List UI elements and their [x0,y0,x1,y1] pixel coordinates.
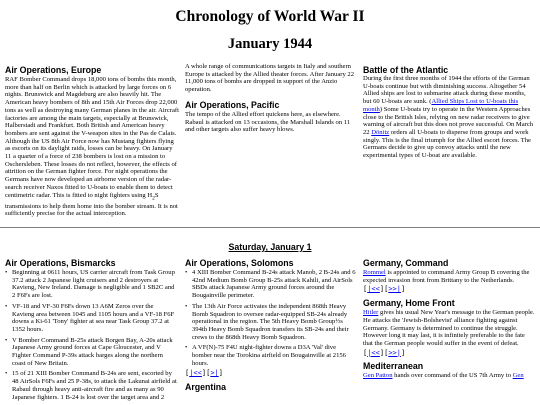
section-heading-atlantic: Battle of the Atlantic [363,65,449,75]
section-divider [0,227,540,228]
page-subtitle: January 1944 [227,36,313,52]
list-item: • V Bomber Command B-25s attack Borgen Bay, A-20s attack Japanese Army ground forces at Cape Gloucester, and V Fighter Command P-39s attack barges along the northern coast of New Britain. [5,337,177,368]
day-column-2 [185,258,357,393]
section-text-atlantic: During the first three months of 1944 the efforts of the German U-boats continue but with diminishing success. Altogether 54 Allied ships are lost to submarine attack during these months, but 60 U-boats are sunk. (Allied Ships Lost to U-boats this month) Some U-boats try to operate in the Western Approaches close to the British Isles, relying on new radar receivers to give warning of aircraft but this does not prove successful. On March 22 Dönitz orders all U-boats to disperse from groups and work singly. This is the final triumph for the Allied escort forces. The Germans decide to give up convoy attacks until the new experimental types of U-boat are available. [363,75,534,160]
section-text-germany-command: Rommel is appointed to command Army Group B covering the expected invasion front from Brittany to the Netherlands. [363,269,530,284]
link-hitler[interactable]: Hitler [363,309,379,317]
link-ships-lost[interactable]: Allied Ships Lost to U-boats this month [363,98,519,113]
nav-last-link[interactable]: >| [210,369,219,378]
section-heading-air-solomons: Air Operations, Solomons [185,258,294,268]
nav-first-link[interactable]: |<< [367,285,380,294]
page-title: Chronology of World War II [175,8,365,25]
section-heading-air-europe: Air Operations, Europe [5,65,102,75]
list-item: • The 13th Air Force activates the independent 868th Heavy Bomb Squadron to oversee radar-equipped SB-24s already operational in the region. The 5th Heavy Bomb Group½s 394th Heavy Bomb Squadron transfers its SB-24s and their crews to the 868th Heavy Bomb Squadron. [185,303,357,342]
link-general[interactable]: Gen [512,372,524,380]
section-heading-air-pacific: Air Operations, Pacific [185,99,280,110]
link-rommel[interactable]: Rommel [363,269,386,276]
list-item: • 4 XIII Bomber Command B-24s attack Manob, 2 B-24s and 6 42nd Medium Bomb Group B-25s attack Kahili, and AirSols SBDs attack Japanese Army ground forces around the Bougainville perimeter. [185,269,357,300]
nav-first-link[interactable]: |<< [189,369,202,378]
section-heading-argentina: Argentina [185,382,227,393]
section-text-germany-home-front: Hitler gives his usual New Year's message to the German people. He attacks the 'Jewish-Bolshevist' alliance fighting against Germany. Germany is determined to continue the struggle. However long it may last, it is infinitely preferable to the fate that the German people would suffer in the event of defeat. [363,309,535,347]
section-text-air-pacific: The tempo of the Allied effort quickens here, as elsewhere. Rabaul is attacked on 13 occasions, the Marshall Islands on 11 and other targets also suffer heavy blows. [185,110,351,134]
link-donitz[interactable]: Dönitz [371,128,390,136]
section-text-air-europe: RAF Bomber Command drops 18,000 tons of bombs this month, more than half on Berlin which is attacked by large forces on 6 nights. Brunswick and Magdeburg are also heavily hit. The American heavy bombers of 8th and 15th Air Forces drop 22,000 tons as well as destroying many German planes in the air. Aircraft factories are among the main targets, especially at Brunswick, Halberstadt and Frankfurt. Both British and American heavy bombers are sent against the V-weapon sites in the Pas de Calais. Although the US 8th Air Force now has Mustang fighters flying as escorts on its daylight raids, losses can be heavy. On January 11 a quarter of a force of 238 bombers is lost on a mission to Oschersleben. These losses do not reflect, however, the effects of attrition on the German fighter force. For night operations the Germans have now developed an airborne version of the radar-search receiver Naxos fitted to U-boats to enable them to detect centimetric radar. This is fitted to night fighters using $H_2S$ transmissions to help them home into the bomber stream. It is not sufficiently precise for the actual interception. [5,76,179,218]
link-patton[interactable]: Gen Patton [363,372,393,380]
nav-first-link[interactable]: |<< [367,348,380,357]
list-item: • 15 of 21 XIII Bomber Command B-24s are sent, escorted by 48 AirSols F6Fs and 25 P-38s, to attack the Lakunai airfield at Rabaul through heavy anti-aircraft fire and as many as 90 Japanese fighters. 1 B-24 is lost over the target area and 2 [5,370,177,401]
nav-links: [|<<][>>|] [363,285,406,294]
nav-next-link[interactable]: >>| [388,348,401,357]
nav-next-link[interactable]: >>| [388,285,401,294]
section-text-mediterranean: Gen Patton hands over command of the US 7th Army to Gen [363,372,524,380]
month-column-3 [363,65,535,162]
month-column-1 [5,65,179,220]
day-heading: Saturday, January 1 [228,242,312,252]
nav-links: [|<<][>|] [185,369,223,378]
section-heading-germany-home-front: Germany, Home Front [363,298,455,309]
section-heading-germany-command: Germany, Command [363,258,449,268]
day-column-3 [363,258,535,382]
nav-links: [|<<][>>|] [363,348,406,357]
section-text-air-mediterranean: A whole range of communications targets in Italy and southern Europe is attacked by the Allied theater forces. After January 22 11,000 tons of bombs are dropped in support of the Anzio operation. [185,63,354,94]
list-item: • VF-18 and VF-30 F6Fs down 13 A6M Zeros over the Kavieng area between 1045 and 1105 hours and a VF-18 F6F downs a Ki-61 'Tony' fighter at sea near Task Group 37.2 at 1352 hours. [5,303,177,334]
section-heading-air-bismarcks: Air Operations, Bismarcks [5,258,116,268]
day-column-1 [5,258,177,404]
section-heading-mediterranean: Mediterranean [363,361,424,372]
list-item: • A VF(N)-75 F4U night-fighter downs a D3A 'Val' dive bomber near the Torokina airfield on Bougainville at 2156 hours. [185,344,357,367]
list-item: • Beginning at 0611 hours, US carrier aircraft from Task Group 37.2 attack 2 Japanese light cruisers and 2 destroyers at Kavieng, New Ireland. Damage is negligible and 1 SB2C and 2 F6Fs are lost. [5,269,177,300]
month-column-2 [185,63,357,136]
